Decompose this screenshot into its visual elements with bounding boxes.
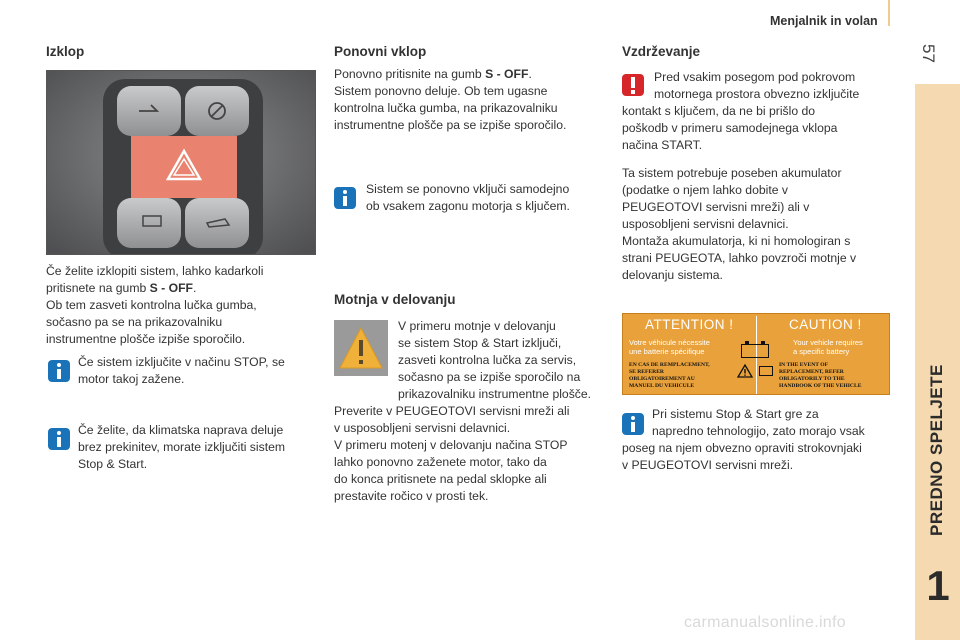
heading-izklop: Izklop xyxy=(46,44,85,59)
chapter-number: 1 xyxy=(926,562,950,609)
warning-note-malfunction: V primeru motnje v delovanju se sistem Stop & Start izključi, zasveti kontrolna lučka za servis, sočasno pa se izpiše sporočilo na prikazovalniku instrumentne plošče. xyxy=(398,319,592,401)
motnja-paragraph: Preverite v PEUGEOTOVI servisni mreži ali v usposobljeni servisni delavnici. V primeru motenj v delovanju načina STOP lahko ponovno zaženete motor, tako da do konca pritisnete na pedal sklopke ali prestavite ročico v prosti tek. xyxy=(334,404,570,503)
info-icon xyxy=(334,187,356,209)
battery-paragraph: Ta sistem potrebuje poseben akumulator (podatke o njem lahko dobite v PEUGEOTOVI servisni mreži) ali v usposobljeni servisni delavnici. Montaža akumulatorja, ki ni homologiran s strani PEUGEOTA, lahko povzroči motnje v delovanju sistema. xyxy=(622,166,857,282)
ponovni-vklop-paragraph: Ponovno pritisnite na gumb S - OFF. Sistem ponovno deluje. Ob tem ugasne kontrolna lučka gumba, na prikazovalniku instrumentne plošče pa se izpiše sporočilo. xyxy=(334,67,567,132)
label-en-subtitle: Your vehicle requires a specific battery xyxy=(793,338,863,356)
heading-ponovni-vklop: Ponovni vklop xyxy=(334,44,427,59)
label-fr-subtitle: Votre véhicule nécessite une batterie spécifique xyxy=(629,338,710,356)
label-caution: CAUTION ! xyxy=(789,317,862,332)
info-icon xyxy=(48,360,70,382)
label-en-instructions: IN THE EVENT OF REPLACEMENT, REFER OBLIGATORILY TO THE HANDBOOK OF THE VEHICLE xyxy=(779,362,862,389)
info-note-stop-mode: Če sistem izključite v načinu STOP, se motor takoj zažene. xyxy=(78,355,285,386)
label-attention: ATTENTION ! xyxy=(645,317,734,332)
battery-warning-label xyxy=(622,313,890,395)
watermark: carmanualsonline.info xyxy=(684,614,846,631)
warning-note-maintenance: Pred vsakim posegom pod pokrovom motornega prostora obvezno izključite kontakt s ključem, da ne bi prišlo do poškodb v primeru samodejnega vklopa načina START. xyxy=(622,70,860,152)
info-note-air-conditioning: Če želite, da klimatska naprava deluje brez prekinitev, morate izključiti sistem Stop & Start. xyxy=(78,423,286,471)
warning-triangle-icon xyxy=(334,320,388,376)
button-panel-photo xyxy=(46,70,316,255)
battery-icon xyxy=(741,344,769,358)
page-number: 57 xyxy=(919,44,938,63)
hazard-small-icon xyxy=(737,364,753,383)
header-divider xyxy=(888,0,890,26)
heading-vzdrzevanje: Vzdrževanje xyxy=(622,44,701,59)
info-note-service-network: Pri sistemu Stop & Start gre za napredno tehnologijo, zato morajo vsak poseg na njem obvezno opraviti strokovnjaki v PEUGEOTOVI servisni mreži. xyxy=(622,407,865,472)
manual-icon xyxy=(759,366,773,376)
button-panel-illustration xyxy=(47,71,316,255)
page-header-title: Menjalnik in volan xyxy=(770,14,878,28)
chapter-tab-label: PREDNO SPELJETE xyxy=(927,364,946,536)
izklop-paragraph: Če želite izklopiti sistem, lahko kadarkoli pritisnete na gumb S - OFF. Ob tem zasveti kontrolna lučka gumba, sočasno pa se na prikazovalniku instrumentne plošče izpiše sporočilo. xyxy=(46,264,264,346)
heading-motnja-v-delovanju: Motnja v delovanju xyxy=(334,292,456,307)
label-fr-instructions: EN CAS DE REMPLACEMENT, SE REFERER OBLIGATOIREMENT AU MANUEL DU VEHICULE xyxy=(629,362,710,389)
info-note-auto-restart: Sistem se ponovno vključi samodejno ob vsakem zagonu motorja s ključem. xyxy=(366,182,570,213)
info-icon xyxy=(48,428,70,450)
